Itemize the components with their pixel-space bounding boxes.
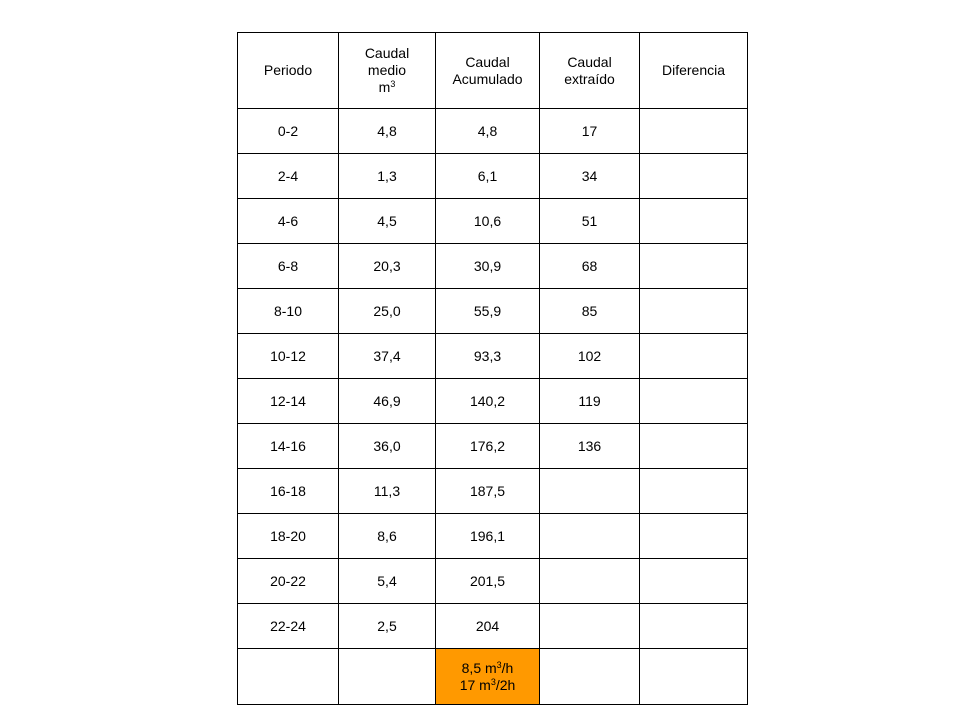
cell-periodo: 2-4 (238, 154, 339, 199)
cell-extraido: 34 (540, 154, 640, 199)
footer-rate-hourly-suffix: /h (501, 659, 514, 676)
cell-diferencia (640, 334, 748, 379)
cell-medio: 36,0 (339, 424, 436, 469)
cell-acumulado: 187,5 (436, 469, 540, 514)
cell-diferencia (640, 559, 748, 604)
footer-highlight-cell (436, 649, 540, 705)
footer-cell-periodo (238, 649, 339, 705)
cell-extraido: 51 (540, 199, 640, 244)
table-row (238, 424, 748, 469)
footer-rate-2h-suffix: /2h (495, 676, 516, 693)
header-caudal-medio (339, 33, 436, 109)
table-row (238, 559, 748, 604)
cell-extraido: 102 (540, 334, 640, 379)
footer-rate-2h-value: 17 m (459, 676, 491, 693)
cell-acumulado: 204 (436, 604, 540, 649)
cell-periodo: 16-18 (238, 469, 339, 514)
cell-extraido (540, 559, 640, 604)
cell-medio: 46,9 (339, 379, 436, 424)
footer-rate-hourly (436, 660, 539, 677)
cell-diferencia (640, 379, 748, 424)
footer-rate-hourly-exp: 3 (496, 659, 502, 670)
footer-rate-2h-exp: 3 (490, 676, 496, 687)
cell-medio: 8,6 (339, 514, 436, 559)
table-row (238, 109, 748, 154)
header-diferencia: Diferencia (640, 33, 748, 109)
footer-rate-hourly-value: 8,5 m (461, 659, 497, 676)
cell-diferencia (640, 109, 748, 154)
cell-acumulado: 196,1 (436, 514, 540, 559)
header-row (238, 33, 748, 109)
cell-acumulado: 93,3 (436, 334, 540, 379)
table-row (238, 199, 748, 244)
footer-cell-medio (339, 649, 436, 705)
cell-medio: 2,5 (339, 604, 436, 649)
cell-acumulado: 30,9 (436, 244, 540, 289)
cell-diferencia (640, 604, 748, 649)
cell-periodo: 12-14 (238, 379, 339, 424)
unit-base: m (378, 79, 391, 95)
header-periodo: Periodo (238, 33, 339, 109)
cell-acumulado: 10,6 (436, 199, 540, 244)
cell-periodo: 0-2 (238, 109, 339, 154)
cell-periodo: 8-10 (238, 289, 339, 334)
header-caudal-extraido (540, 33, 640, 109)
cell-periodo: 6-8 (238, 244, 339, 289)
table-row (238, 379, 748, 424)
table-row (238, 469, 748, 514)
cell-medio: 37,4 (339, 334, 436, 379)
header-caudal-medio-line2: medio (367, 62, 407, 78)
cell-periodo: 18-20 (238, 514, 339, 559)
cell-acumulado: 6,1 (436, 154, 540, 199)
cell-extraido: 68 (540, 244, 640, 289)
cell-acumulado: 140,2 (436, 379, 540, 424)
header-caudal-extraido-line1: Caudal (567, 53, 612, 70)
header-caudal-extraido-line2: extraído (564, 70, 615, 87)
cell-medio: 4,5 (339, 199, 436, 244)
header-caudal-medio-line1: Caudal (364, 45, 410, 61)
cell-diferencia (640, 289, 748, 334)
table-row (238, 334, 748, 379)
table-body (238, 109, 748, 649)
cell-medio: 11,3 (339, 469, 436, 514)
flow-table (237, 32, 748, 705)
cell-medio: 5,4 (339, 559, 436, 604)
cell-diferencia (640, 424, 748, 469)
header-caudal-acumulado-line1: Caudal (465, 53, 510, 70)
cell-extraido (540, 469, 640, 514)
footer-cell-extraido (540, 649, 640, 705)
cell-diferencia (640, 244, 748, 289)
unit-exponent: 3 (390, 79, 396, 89)
cell-extraido (540, 604, 640, 649)
cell-periodo: 14-16 (238, 424, 339, 469)
cell-extraido: 136 (540, 424, 640, 469)
cell-diferencia (640, 154, 748, 199)
cell-periodo: 4-6 (238, 199, 339, 244)
cell-diferencia (640, 469, 748, 514)
cell-extraido: 17 (540, 109, 640, 154)
cell-periodo: 22-24 (238, 604, 339, 649)
table-row (238, 514, 748, 559)
cell-acumulado: 201,5 (436, 559, 540, 604)
cell-acumulado: 176,2 (436, 424, 540, 469)
cell-extraido (540, 514, 640, 559)
footer-rate-2h (436, 677, 539, 694)
cell-periodo: 20-22 (238, 559, 339, 604)
cell-acumulado: 4,8 (436, 109, 540, 154)
header-caudal-acumulado (436, 33, 540, 109)
table-row (238, 244, 748, 289)
table-row (238, 289, 748, 334)
cell-extraido: 119 (540, 379, 640, 424)
cell-diferencia (640, 514, 748, 559)
table-row (238, 154, 748, 199)
table-row (238, 604, 748, 649)
footer-row (238, 649, 748, 705)
cell-extraido: 85 (540, 289, 640, 334)
footer-cell-diferencia (640, 649, 748, 705)
cell-medio: 1,3 (339, 154, 436, 199)
header-caudal-medio-unit (339, 79, 435, 96)
cell-periodo: 10-12 (238, 334, 339, 379)
cell-acumulado: 55,9 (436, 289, 540, 334)
cell-medio: 4,8 (339, 109, 436, 154)
cell-diferencia (640, 199, 748, 244)
cell-medio: 20,3 (339, 244, 436, 289)
cell-medio: 25,0 (339, 289, 436, 334)
header-caudal-acumulado-line2: Acumulado (452, 70, 523, 87)
